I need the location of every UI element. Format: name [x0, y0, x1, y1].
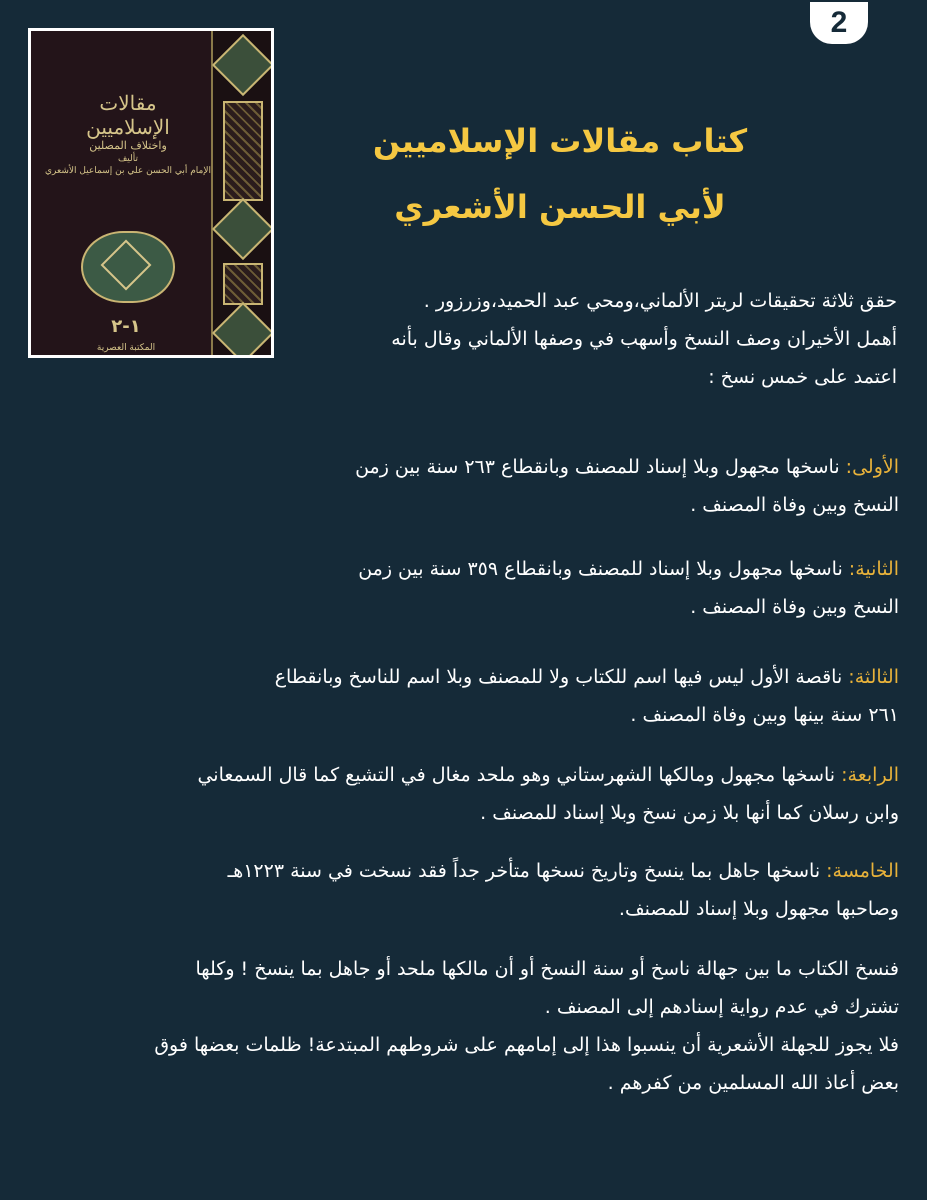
manuscript-label: الثانية: [848, 558, 899, 580]
cover-title [43, 91, 213, 177]
manuscript-item-2 [54, 550, 899, 626]
manuscript-line [54, 448, 899, 486]
manuscript-text: ناسخها جاهل بما ينسخ وتاريخ نسخها متأخر جداً فقد نسخت في سنة ١٢٢٣هـ [227, 860, 827, 882]
manuscript-line [54, 852, 899, 890]
manuscript-item-5 [54, 852, 899, 928]
intro-paragraph [52, 282, 897, 396]
manuscript-item-3 [54, 658, 899, 734]
manuscript-item-4 [54, 756, 899, 832]
cover-author-label: تأليف [117, 154, 139, 164]
manuscript-line: وصاحبها مجهول وبلا إسناد للمصنف. [618, 898, 899, 920]
conclusion-paragraph [54, 950, 899, 1102]
conclusion-line2: تشترك في عدم رواية إسنادهم إلى المصنف . [544, 996, 899, 1018]
cover-title-line1: مقالات [99, 91, 157, 115]
title-line1: كتاب مقالات الإسلاميين [372, 122, 748, 160]
cover-title-line3: واختلاف المصلين [89, 139, 167, 152]
manuscript-label: الخامسة: [826, 860, 899, 882]
manuscript-line: وابن رسلان كما أنها بلا زمن نسخ وبلا إسناد للمصنف . [480, 802, 899, 824]
conclusion-line4: بعض أعاذ الله المسلمين من كفرهم . [607, 1072, 899, 1094]
spine-ornament-top [212, 34, 274, 96]
conclusion-line3: فلا يجوز للجهلة الأشعرية أن ينسبوا هذا إلى إمامهم على شروطهم المبتدعة! ظلمات بعضها فوق [154, 1034, 899, 1056]
manuscript-label: الأولى: [845, 456, 899, 478]
page-title [300, 108, 820, 240]
manuscript-text: ناسخها مجهول ومالكها الشهرستاني وهو ملحد مغال في التشيع كما قال السمعاني [197, 764, 842, 786]
intro-line1: حقق ثلاثة تحقيقات لريتر الألماني،ومحي عبد الحميد،وزرزور . [423, 290, 897, 312]
manuscript-label: الثالثة: [848, 666, 899, 688]
cover-volumes: ١-٢ [111, 316, 141, 337]
manuscript-line [54, 550, 899, 588]
spine-ornament-middle [212, 198, 274, 260]
conclusion-line1: فنسخ الكتاب ما بين جهالة ناسخ أو سنة النسخ أو أن مالكها ملحد أو جاهل بما ينسخ ! وكلها [195, 958, 899, 980]
page-number-badge: 2 [810, 2, 868, 44]
manuscript-item-1 [54, 448, 899, 524]
manuscript-text: ناقصة الأول ليس فيها اسم للكتاب ولا للمصنف وبلا اسم للناسخ وبانقطاع [274, 666, 849, 688]
title-line2: لأبي الحسن الأشعري [394, 188, 726, 226]
manuscript-line [54, 658, 899, 696]
manuscript-label: الرابعة: [841, 764, 899, 786]
manuscript-line: النسخ وبين وفاة المصنف . [690, 596, 899, 618]
manuscript-text: ناسخها مجهول وبلا إسناد للمصنف وبانقطاع ٢٦٣ سنة بين زمن [355, 456, 846, 478]
spine-panel-upper [223, 101, 263, 201]
intro-line3: اعتمد على خمس نسخ : [708, 366, 897, 388]
cover-title-line2: الإسلاميين [86, 115, 170, 139]
cover-publisher: المكتبة العصرية [96, 343, 156, 353]
manuscript-line [54, 756, 899, 794]
manuscript-line: ٢٦١ سنة بينها وبين وفاة المصنف . [630, 704, 899, 726]
intro-line2: أهمل الأخيران وصف النسخ وأسهب في وصفها الألماني وقال بأنه [391, 328, 897, 350]
manuscript-line: النسخ وبين وفاة المصنف . [690, 494, 899, 516]
manuscript-text: ناسخها مجهول وبلا إسناد للمصنف وبانقطاع ٣٥٩ سنة بين زمن [358, 558, 849, 580]
cover-author-name: الإمام أبي الحسن علي بن إسماعيل الأشعري [45, 166, 211, 176]
